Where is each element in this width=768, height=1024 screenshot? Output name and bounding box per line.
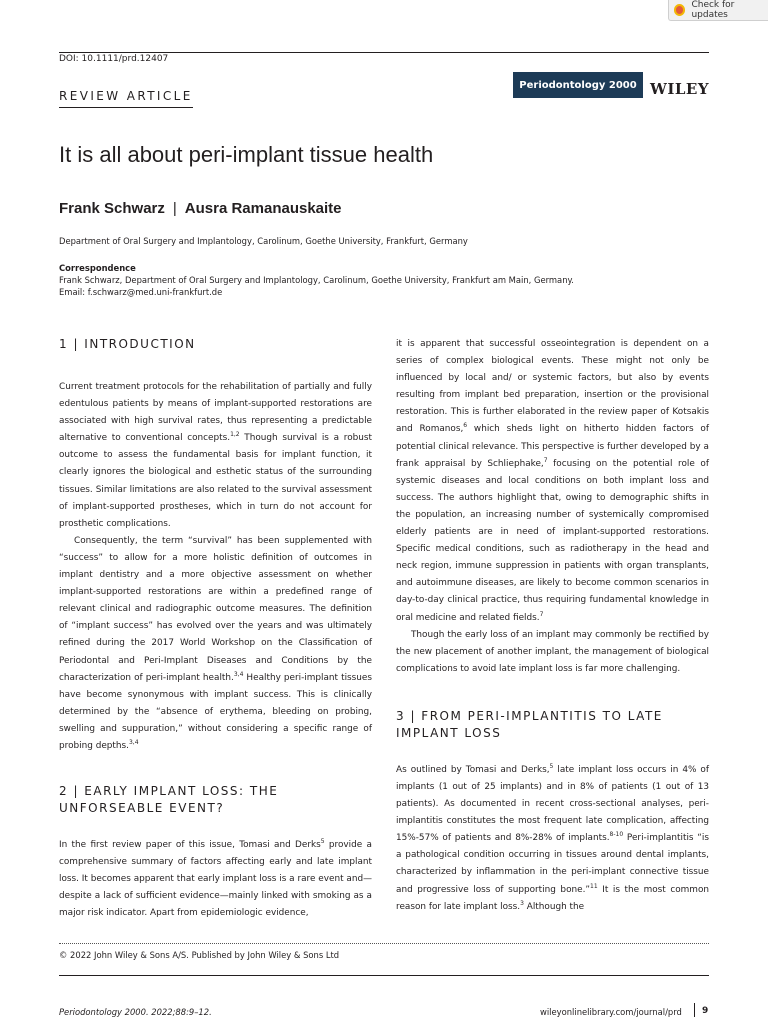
article-type: REVIEW ARTICLE (59, 89, 193, 108)
check-for-updates-button[interactable] (668, 0, 768, 21)
crossmark-icon (674, 4, 685, 16)
left-column (59, 336, 372, 923)
reference-link[interactable]: 3,4 (233, 670, 244, 678)
correspondence-address: Frank Schwarz, Department of Oral Surgery and Implantology, Carolinum, Goethe University, Frankfurt am Main, Germany. (59, 275, 574, 285)
correspondence (59, 262, 574, 298)
footer-rule (59, 975, 709, 976)
section-heading-peri-implantitis: 3 | FROM PERI-IMPLANTITIS TO LATE IMPLANT LOSS (396, 708, 663, 740)
reference-link[interactable]: 5 (320, 838, 325, 846)
page-number: 9 (702, 1006, 709, 1016)
page-number-divider (694, 1003, 695, 1017)
journal-badge: Periodontology 2000 (513, 72, 643, 98)
reference-link[interactable]: 7 (539, 610, 544, 618)
paragraph: Current treatment protocols for the rehabilitation of partially and fully edentulous patients by means of implant-supported restorations are associated with high survival rates, thus representing a predictable alternative to conventional concepts.$^{1,2}$ Though survival is a robust outcome to assess the fundamental basis for implant function, it clearly ignores the biological and esthetic status of the surrounding tissues. Similar limitations are also related to the survival assessment of implant-supported prostheses, which in turn do not account for prosthetic complications. (59, 382, 372, 529)
publisher-logo: WILEY (650, 80, 710, 98)
footer-divider (59, 943, 709, 944)
reference-link[interactable]: 1,2 (230, 431, 240, 439)
author-name[interactable]: Frank Schwarz (59, 200, 165, 217)
journal-url-link[interactable]: wileyonlinelibrary.com/journal/prd (540, 1007, 682, 1017)
paragraph: As outlined by Tomasi and Derks,$^5$ late implant loss occurs in 4% of implants (1 out of 25 implants) and in 8% of patients (1 out of 13 patients). As documented in recent cross-sectional analyses, peri-implantitis constitutes the most frequent late complication, affecting 15%-57% of patients and 8%-28% of implants.$^{8-10}$ Peri-implantitis “is a pathological condition occurring in tissues around dental implants, characterized by inflammation in the peri-implant connective tissue and progressive loss of supporting bone.”$^{11}$ It is the most common reason for late implant loss.$^3$ Although the (396, 762, 709, 912)
journal-citation: Periodontology 2000. 2022;88:9–12. (59, 1007, 212, 1017)
paragraph: Consequently, the term “survival” has been supplemented with “success” to allow for a more holistic definition of outcomes in implant dentistry and a more objective assessment on whether implant-supported restorations are within a predefined range of relevant clinical and radiographic outcome measures. The definition of “implant success” has evolved over the years and was ultimately refined during the 2017 World Workshop on the Classification of Periodontal and Peri-Implant Diseases and Conditions by the characterization of peri-implant health.$^{3,4}$ Healthy peri-implant tissues have become synonymous with implant success. This is clinically determined by the “absence of erythema, bleeding on probing, swelling and suppuration,” without considering a specific range of probing depths.$^{3,4}$ (59, 535, 372, 751)
article-title: It is all about peri-implant tissue health (59, 142, 434, 167)
paragraph: In the first review paper of this issue, Tomasi and Derks$^5$ provide a comprehensive summary of factors affecting early and late implant loss. It becomes apparent that early implant loss is a rare event and—despite a lack of sufficient evidence—mainly linked with smoking as a major risk indicator. Apart from epidemiologic evidence, (59, 838, 372, 919)
section-heading-early-implant-loss: 2 | EARLY IMPLANT LOSS: THE UNFORSEABLE EVENT? (59, 784, 279, 816)
author-separator: | (172, 200, 177, 217)
reference-link[interactable]: 8-10 (609, 831, 624, 839)
check-for-updates-label: Check for updates (691, 0, 735, 20)
author-name[interactable]: Ausra Ramanauskaite (184, 200, 342, 217)
reference-link[interactable]: 3,4 (128, 739, 139, 746)
reference-link[interactable]: 3 (520, 899, 524, 907)
doi[interactable]: DOI: 10.1111/prd.12407 (59, 54, 169, 64)
header-rule (59, 52, 709, 53)
paragraph: Though the early loss of an implant may commonly be rectified by the new placement of another implant, the management of biological complications to avoid late implant loss is far more challenging. (396, 629, 709, 674)
reference-link[interactable]: 7 (543, 456, 548, 464)
correspondence-email[interactable]: Email: f.schwarz@med.uni-frankfurt.de (59, 287, 223, 297)
correspondence-heading: Correspondence (59, 263, 136, 273)
paragraph: it is apparent that successful osseointegration is dependent on a series of complex biological events. These might not only be influenced by local and/ or systemic factors, but also by events resulting from implant bed preparation, insertion or the provisional restoration. This is further elaborated in the review paper of Kotsakis and Romanos,$^6$ which sheds light on hitherto hidden factors of potential clinical relevance. This perspective is further developed by a frank appraisal by Schliephake,$^7$ focusing on the potential role of systemic diseases and local conditions on both implant loss and success. The authors highlight that, owing to demographic shifts in the population, an increasing number of systemically compromised elderly patients are in need of implant-supported restorations. Specific medical conditions, such as radiotherapy in the head and neck region, immune suppression in patients with organ transplants, and autoimmune diseases, are likely to become common scenarios in day-to-day clinical practice, thus requiring fundamental knowledge in oral medicine and related fields.$^7$ (396, 339, 709, 623)
copyright-notice: © 2022 John Wiley & Sons A/S. Published by John Wiley & Sons Ltd (59, 950, 340, 960)
affiliation: Department of Oral Surgery and Implantology, Carolinum, Goethe University, Frankfurt, Germany (59, 236, 468, 246)
reference-link[interactable]: 11 (590, 882, 598, 890)
section-heading-introduction: 1 | INTRODUCTION (59, 337, 196, 351)
author-list (59, 200, 342, 217)
right-column (396, 336, 709, 916)
reference-link[interactable]: 6 (463, 422, 468, 430)
reference-link[interactable]: 5 (549, 762, 554, 770)
